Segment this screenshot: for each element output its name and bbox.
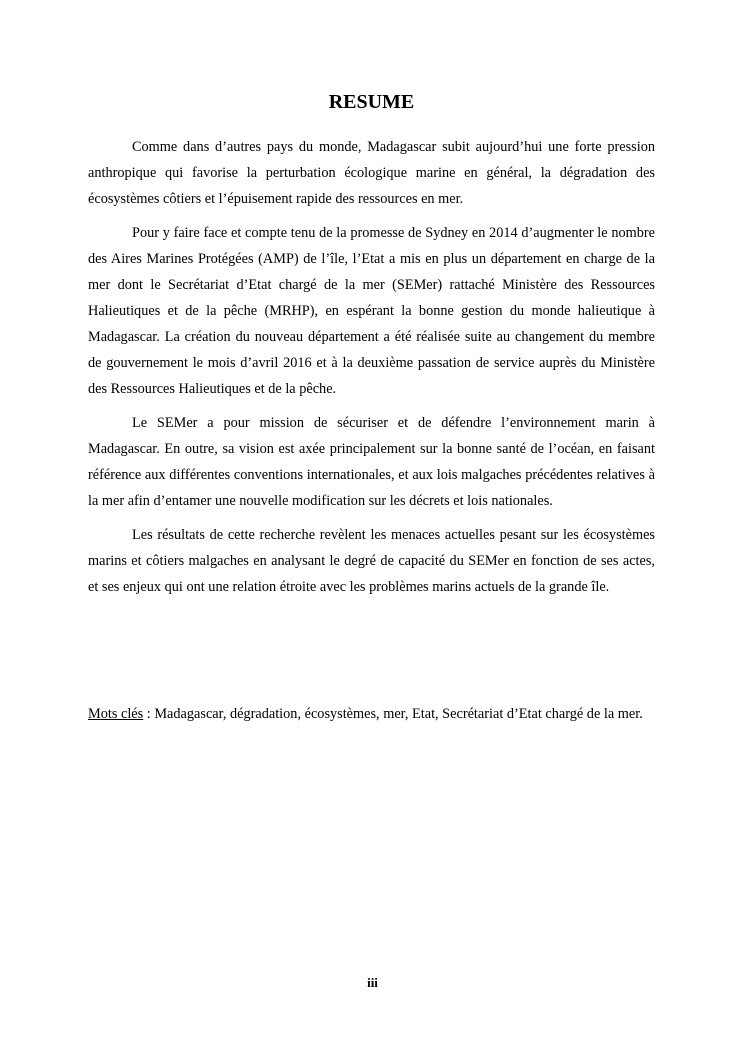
keywords-line — [88, 701, 655, 727]
page-number: iii — [367, 975, 378, 990]
page-title: RESUME — [328, 91, 415, 113]
keywords-separator: : — [143, 706, 155, 722]
paragraph-2: Pour y faire face et compte tenu de la promesse de Sydney en 2014 d’augmenter le nombre des Aires Marines Protégées (AMP) de l’île, l’Etat a mis en plus un département en charge de la mer dont le Secrétariat d’Etat chargé de la mer (SEMer) rattaché Ministère des Ressources Halieutiques et de la pêche (MRHP), en espérant la bonne gestion du monde halieutique à Madagascar. La création du nouveau département a été réalisée suite au changement du membre de gouvernement le mois d’avril 2016 et à la deuxième passation de service auprès du Ministère des Ressources Halieutiques et de la pêche. — [88, 225, 655, 397]
abstract-body — [88, 134, 655, 608]
keywords-label: Mots clés — [88, 706, 144, 722]
keywords-text: Madagascar, dégradation, écosystèmes, mer, Etat, Secrétariat d’Etat chargé de la mer. — [154, 706, 643, 722]
paragraph-1: Comme dans d’autres pays du monde, Madagascar subit aujourd’hui une forte pression anthropique qui favorise la perturbation écologique marine en général, la dégradation des écosystèmes côtiers et l’épuisement rapide des ressources en mer. — [88, 139, 655, 207]
paragraph-3: Le SEMer a pour mission de sécuriser et de défendre l’environnement marin à Madagascar. En outre, sa vision est axée principalement sur la bonne santé de l’océan, en faisant référence aux différentes conventions internationales, et aux lois malgaches précédentes relatives à la mer afin d’entamer une nouvelle modification sur les décrets et lois nationales. — [88, 415, 655, 509]
paragraph-4: Les résultats de cette recherche revèlent les menaces actuelles pesant sur les écosystèmes marins et côtiers malgaches en analysant le degré de capacité du SEMer en fonction de ses actes, et ses enjeux qui ont une relation étroite avec les problèmes marins actuels de la grande île. — [88, 527, 655, 595]
